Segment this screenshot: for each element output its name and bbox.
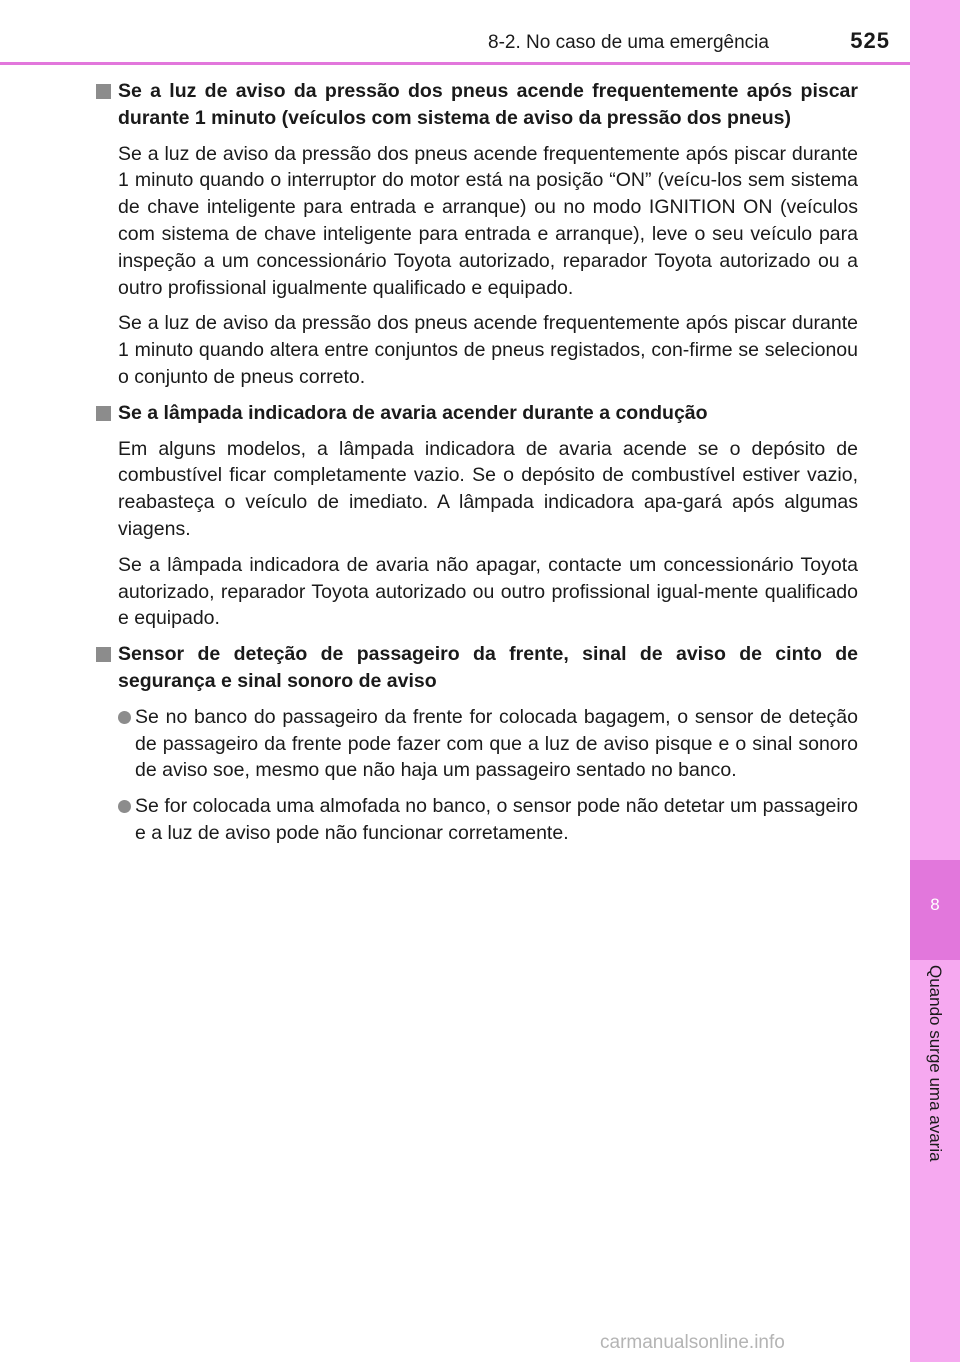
list-item-text: Se no banco do passageiro da frente for colocada bagagem, o sensor de deteção de passageiro da frente pode fazer com que a luz de aviso pisque e o sinal sonoro de aviso soe, mesmo que não haja um passageiro sentado no banco.	[135, 705, 858, 782]
square-bullet-icon	[96, 406, 111, 421]
square-bullet-icon	[96, 647, 111, 662]
watermark: carmanualsonline.info	[600, 1332, 785, 1353]
paragraph: Se a luz de aviso da pressão dos pneus acende frequentemente após piscar durante 1 minuto quando altera entre conjuntos de pneus registados, con-firme se selecionou o conjunto de pneus correto.	[118, 312, 858, 388]
header-divider	[0, 62, 910, 65]
section-heading-text: Se a luz de aviso da pressão dos pneus acende frequentemente após piscar durante 1 minuto (veículos com sistema de aviso da pressão dos pneus)	[118, 80, 858, 129]
paragraph: Em alguns modelos, a lâmpada indicadora de avaria acende se o depósito de combustível ficar completamente vazio. Se o depósito de combustível estiver vazio, reabasteça o veículo de imediato. A lâmpada indicadora apa-gará após algumas viagens.	[118, 437, 858, 540]
page-number: 525	[850, 28, 890, 53]
list-item	[118, 704, 858, 784]
square-bullet-icon	[96, 84, 111, 99]
paragraph: Se a luz de aviso da pressão dos pneus acende frequentemente após piscar durante 1 minuto quando o interruptor do motor está na posição “ON” (veícu-los sem sistema de chave inteligente para entrada e arranque) ou no modo IGNITION ON (veículos com sistema de chave inteligente para entrada e arranque), leve o seu veículo para inspeção a um concessionário Toyota autorizado, reparador Toyota autorizado ou a outro profissional igualmente qualificado e equipado.	[118, 142, 858, 299]
header-section-title: 8-2. No caso de uma emergência	[488, 32, 769, 53]
circle-bullet-icon	[118, 800, 131, 813]
circle-bullet-icon	[118, 711, 131, 724]
list-item-text: Se for colocada uma almofada no banco, o sensor pode não detetar um passageiro e a luz de aviso pode não funcionar corretamente.	[135, 795, 858, 844]
chapter-title: Quando surge uma avaria	[926, 965, 945, 1162]
list-item	[118, 793, 858, 847]
paragraph: Se a lâmpada indicadora de avaria não apagar, contacte um concessionário Toyota autorizado, reparador Toyota autorizado ou outro profissional igual-mente qualificado e equipado.	[118, 553, 858, 630]
chapter-number: 8	[930, 895, 940, 914]
section-heading	[96, 641, 858, 695]
section-heading	[96, 78, 858, 132]
section-heading-text: Sensor de deteção de passageiro da frente, sinal de aviso de cinto de segurança e sinal sonoro de aviso	[118, 643, 858, 692]
page-content	[96, 78, 858, 856]
section-heading	[96, 400, 858, 427]
section-heading-text: Se a lâmpada indicadora de avaria acender durante a condução	[118, 401, 708, 424]
